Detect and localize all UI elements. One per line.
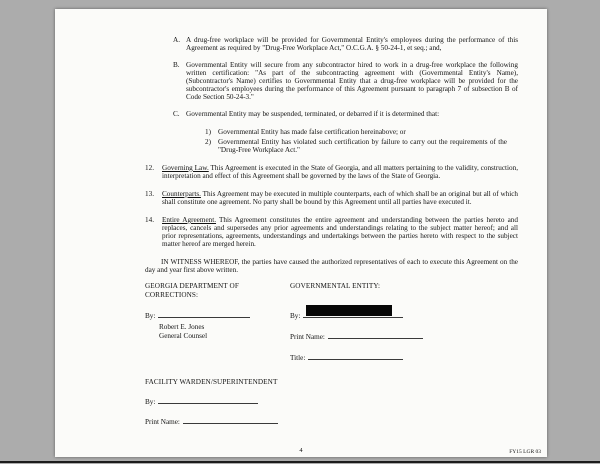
clause-body: This Agreement is executed in the State of Georgia, and all matters pertaining to the validity, construction, interpretation and effect of this Agreement shall be governed by the laws of the State of Georgia. (162, 163, 518, 180)
signature-line (183, 417, 278, 424)
clause-text (162, 216, 518, 248)
subclause-label: 2) (205, 137, 211, 146)
clause-text: Governmental Entity may be suspended, terminated, or debarred if it is determined that: (186, 110, 440, 119)
by-label: By: (145, 311, 156, 320)
warden-signature-section (145, 378, 518, 426)
signature-section (145, 282, 518, 361)
page-content (55, 36, 547, 426)
signer-title: General Counsel (159, 331, 208, 340)
clause-13-counterparts (145, 190, 518, 206)
clause-text: A drug-free workplace will be provided for Governmental Entity's employees during the performance of this Agreement as required by "Drug-Free Workplace Act," O.C.G.A. § 50-24-1, et seq.; and, (186, 36, 518, 53)
by-label: By: (145, 397, 156, 406)
clause-c (173, 110, 518, 118)
signature-column-governmental-entity (290, 282, 518, 361)
clause-body: This Agreement may be executed in multiple counterparts, each of which shall be an original but all of which shall constitute one agreement. No party shall be bound by this Agreement until all parties have executed it. (162, 189, 519, 206)
signature-column-gdc (145, 282, 290, 361)
clause-heading: Entire Agreement. (162, 215, 217, 224)
clause-heading: Counterparts. (162, 189, 201, 198)
document-page (55, 9, 547, 457)
subclause-text: Governmental Entity has made false certification hereinabove; or (218, 127, 406, 136)
gdc-by-row (145, 311, 290, 320)
signature-line (158, 397, 258, 404)
clause-label: C. (173, 110, 180, 119)
clause-number: 12. (145, 163, 154, 172)
warden-header: FACILITY WARDEN/SUPERINTENDENT (145, 377, 278, 386)
entity-by-row (290, 311, 518, 320)
signature-line (308, 353, 403, 360)
witness-clause: IN WITNESS WHEREOF, the parties have caused the authorized representatives of each to execute this Agreement on the day and year first above written. (145, 258, 518, 275)
subclause-label: 1) (205, 127, 211, 136)
signature-line (158, 311, 250, 318)
clause-number: 13. (145, 189, 154, 198)
clause-14-entire-agreement (145, 216, 518, 248)
scan-artifact-line (0, 461, 600, 463)
print-name-label: Print Name: (145, 417, 180, 426)
warden-by-row (145, 397, 518, 406)
clause-text (162, 190, 518, 206)
title-label: Title: (290, 353, 306, 362)
clause-label: B. (173, 61, 180, 70)
clause-label: A. (173, 36, 180, 44)
clause-heading: Governing Law. (162, 163, 209, 172)
warden-print-name-row (145, 417, 518, 426)
redacted-signature (306, 305, 392, 316)
clause-a (173, 36, 518, 52)
page-number: 4 (299, 447, 303, 454)
subclause-2 (205, 138, 507, 154)
by-label: By: (290, 311, 301, 320)
subclause-text: Governmental Entity has violated such certification by failure to carry out the requirements of the "Drug-Free Workplace Act." (218, 137, 507, 154)
clause-body: This Agreement constitutes the entire agreement and understanding between the parties hereto and replaces, cancels and supersedes any prior agreements and understandings relating to the subject matter hereof; and all prior representations, agreements, understandings and undertakings between the parties hereto with respect to the subject matter hereof are merged herein. (162, 215, 518, 249)
clause-text: Governmental Entity will secure from any subcontractor hired to work in a drug-free workplace the following written certification: "As part of the subcontracting agreement with (Governmental Entity's Name), (Subcontractor's Name) certifies to Governmental Entity that a drug-free workplace will be provided for the subcontractor's employees during the performance of this Agreement pursuant to paragraph 7 of subsection B of Code Section 50-24-3." (186, 61, 518, 102)
clause-12-governing-law (145, 164, 518, 180)
print-name-label: Print Name: (290, 332, 325, 341)
entity-title-row (290, 353, 518, 362)
clause-number: 14. (145, 215, 154, 224)
form-code: FY15 LGR 03 (509, 449, 541, 455)
subclause-1 (205, 128, 507, 136)
entity-print-name-row (290, 332, 518, 341)
clause-text (162, 164, 518, 180)
right-signature-header: GOVERNMENTAL ENTITY: (290, 282, 381, 291)
clause-b (173, 61, 518, 101)
left-signature-header: GEORGIA DEPARTMENT OF CORRECTIONS: (145, 282, 239, 299)
signer-name: Robert E. Jones (159, 322, 205, 331)
signature-line (328, 332, 423, 339)
